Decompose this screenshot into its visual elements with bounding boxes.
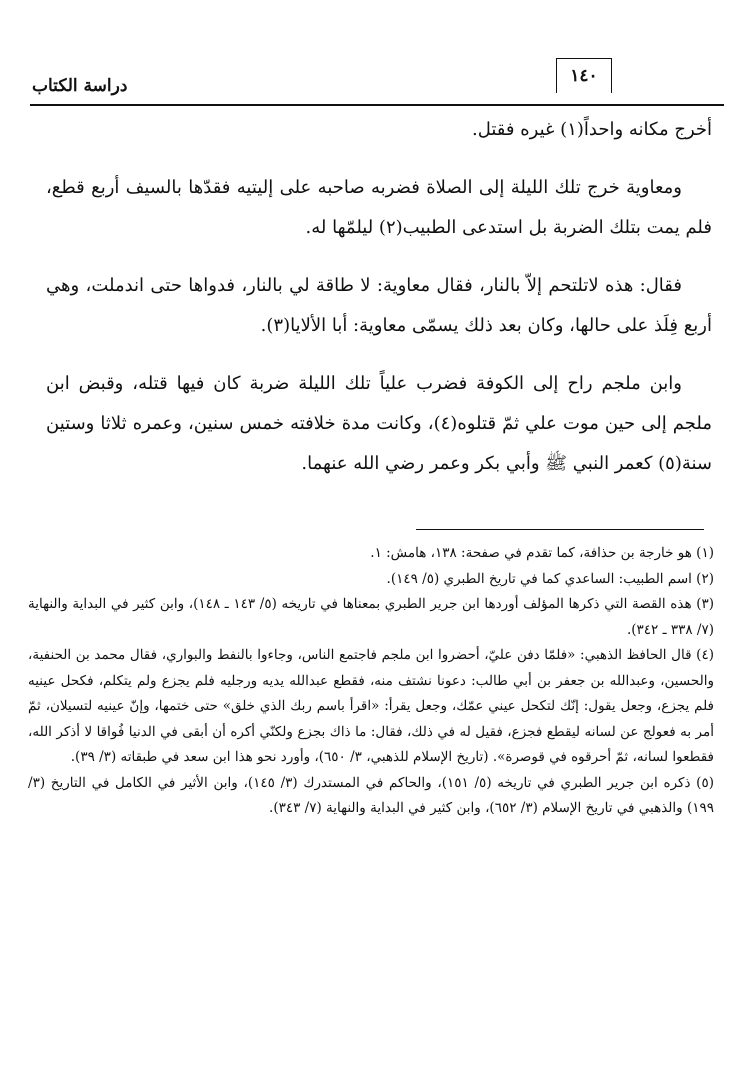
page-number: ١٤٠ [556, 58, 612, 93]
footnote-1: (١) هو خارجة بن حذافة، كما تقدم في صفحة: ١٣٨، هامش: ١. [370, 545, 714, 561]
paragraph: أخرج مكانه واحداً(١) غيره فقتل. [472, 119, 712, 140]
footnote-5: (٥) ذكره ابن جرير الطبري في تاريخه (٥/ ١٥١)، والحاكم في المستدرك (٣/ ١٤٥)، وابن الأثير في الكامل في التاريخ (٣/ ١٩٩) والذهبي في تاريخ الإسلام (٣/ ٦٥٢)، وابن كثير في البداية والنهاية (٧/ ٣٤٣). [28, 774, 714, 816]
page-header [30, 58, 724, 106]
footnote-4: (٤) قال الحافظ الذهبي: «فلمّا دفن عليّ، أحضروا ابن ملجم فاجتمع الناس، وجاءوا بالنفط والبواري، فقال محمد بن الحنفية، والحسين، وعبدالله بن جعفر بن أبي طالب: دعونا نشتف منه، فقطع عبدالله يديه ورجليه فلم يجزع ولم يتكلم، فكحل عينيه فلم يجزع، وجعل يقول: إنّك لتكحل عيني عمّك، وجعل يقرأ: «اقرأ باسم ربك الذي خلق» حتى ختمها، وإنّ عينيه لتسيلان، ثمّ أمر به فعولج عن لسانه ليقطع فجزع، فقيل له في ذلك، فقال: ما ذاك بجزع ولكنّي أكره أن أبقى في الدنيا فُواقا لا أذكر الله، فقطعوا لسانه، ثمّ أحرقوه في قوصرة». (تاريخ الإسلام للذهبي، ٣/ ٦٥٠)، وأورد نحو هذا ابن سعد في طبقاته (٣/ ٣٩). [28, 647, 714, 765]
main-text [46, 110, 712, 502]
footnotes [28, 541, 714, 822]
footnote-divider [416, 529, 704, 530]
footnote-3: (٣) هذه القصة التي ذكرها المؤلف أوردها ابن جرير الطبري بمعناها في تاريخه (٥/ ١٤٣ ـ ١٤٨)، وابن كثير في البداية والنهاية (٧/ ٣٣٨ ـ ٣٤٢). [28, 596, 715, 638]
paragraph: فقال: هذه لاتلتحم إلاّ بالنار، فقال معاوية: لا طاقة لي بالنار، فدواها حتى اندملت، وهي أربع فِلَذ على حالها، وكان بعد ذلك يسمّى معاوية: أبا الألايا(٣). [46, 275, 712, 336]
header-rule [30, 104, 724, 106]
footnote-2: (٢) اسم الطبيب: الساعدي كما في تاريخ الطبري (٥/ ١٤٩). [386, 570, 714, 587]
running-title: دراسة الكتاب [32, 76, 128, 96]
paragraph: وابن ملجم راح إلى الكوفة فضرب علياً تلك الليلة ضربة كان فيها قتله، وقبض ابن ملجم إلى حين موت علي ثمّ قتلوه(٤)، وكانت مدة خلافته خمس سنين، وعمره ثلاثا وستين سنة(٥) كعمر النبي ﷺ وأبي بكر وعمر رضي الله عنهما. [46, 373, 712, 474]
paragraph: ومعاوية خرج تلك الليلة إلى الصلاة فضربه صاحبه على إليتيه فقدّها بالسيف أربع قطع، فلم يمت بتلك الضربة بل استدعى الطبيب(٢) ليلمّها له. [46, 177, 712, 238]
